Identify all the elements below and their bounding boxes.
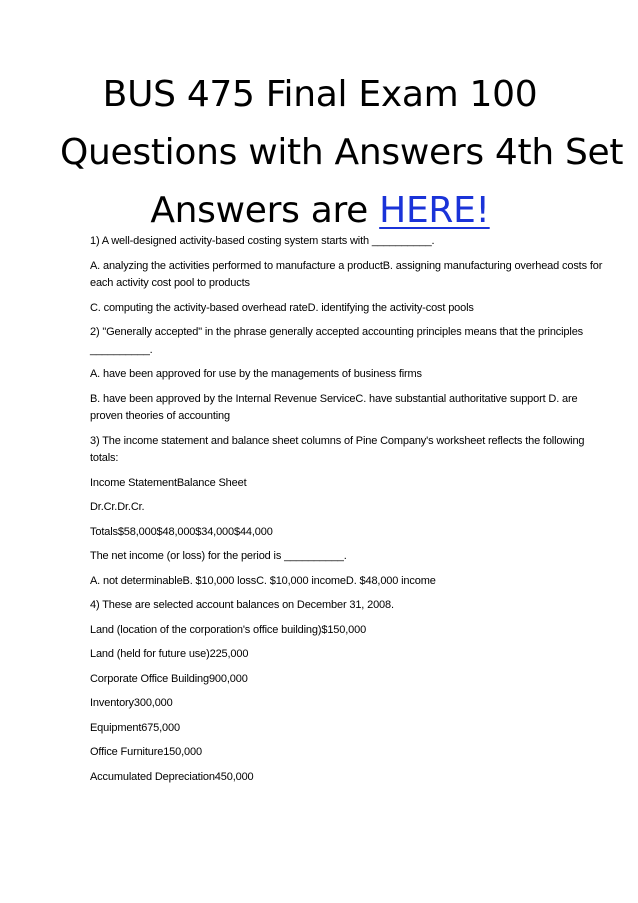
paragraph: A. have been approved for use by the managements of business firms [90, 368, 422, 380]
paragraph: Income StatementBalance Sheet [90, 476, 247, 489]
paragraph: Equipment675,000 [90, 721, 180, 734]
paragraph: B. have been approved by the Internal Revenue ServiceC. have substantial authoritative support D. are proven theories of accounting [90, 392, 578, 422]
paragraph: Accumulated Depreciation450,000 [90, 770, 254, 783]
paragraph: Land (held for future use)225,000 [90, 648, 249, 660]
paragraph: The net income (or loss) for the period is __________. [90, 550, 347, 562]
title-line-1: BUS 475 Final Exam 100 [102, 74, 538, 115]
paragraph: Corporate Office Building900,000 [90, 672, 248, 685]
paragraph: C. computing the activity-based overhead rateD. identifying the activity-cost pools [90, 301, 474, 314]
title-line-2: Questions with Answers 4th Set [60, 132, 624, 173]
here-link[interactable]: HERE! [379, 190, 490, 231]
paragraph: Dr.Cr.Dr.Cr. [90, 501, 145, 513]
paragraph: A. analyzing the activities performed to manufacture a productB. assigning manufacturing overhead costs for each activity cost pool to products [90, 259, 603, 289]
title-line-3 [60, 182, 580, 240]
paragraph: 1) A well-designed activity-based costing system starts with __________. [90, 235, 435, 247]
paragraph: 4) These are selected account balances on December 31, 2008. [90, 599, 394, 611]
paragraph: 3) The income statement and balance sheet columns of Pine Company's worksheet reflects the following totals: [90, 434, 585, 464]
paragraph: A. not determinableB. $10,000 lossC. $10,000 incomeD. $48,000 income [90, 574, 436, 587]
page-title [60, 66, 624, 240]
title-line-3-prefix: Answers are [150, 190, 380, 231]
paragraph: Totals$58,000$48,000$34,000$44,000 [90, 525, 273, 538]
paragraph: Inventory300,000 [90, 697, 173, 709]
paragraph: 2) "Generally accepted" in the phrase generally accepted accounting principles means that the principles __________. [90, 326, 584, 356]
paragraph: Land (location of the corporation's office building)$150,000 [90, 623, 367, 636]
paragraph: Office Furniture150,000 [90, 746, 202, 758]
exam-body [90, 233, 610, 793]
